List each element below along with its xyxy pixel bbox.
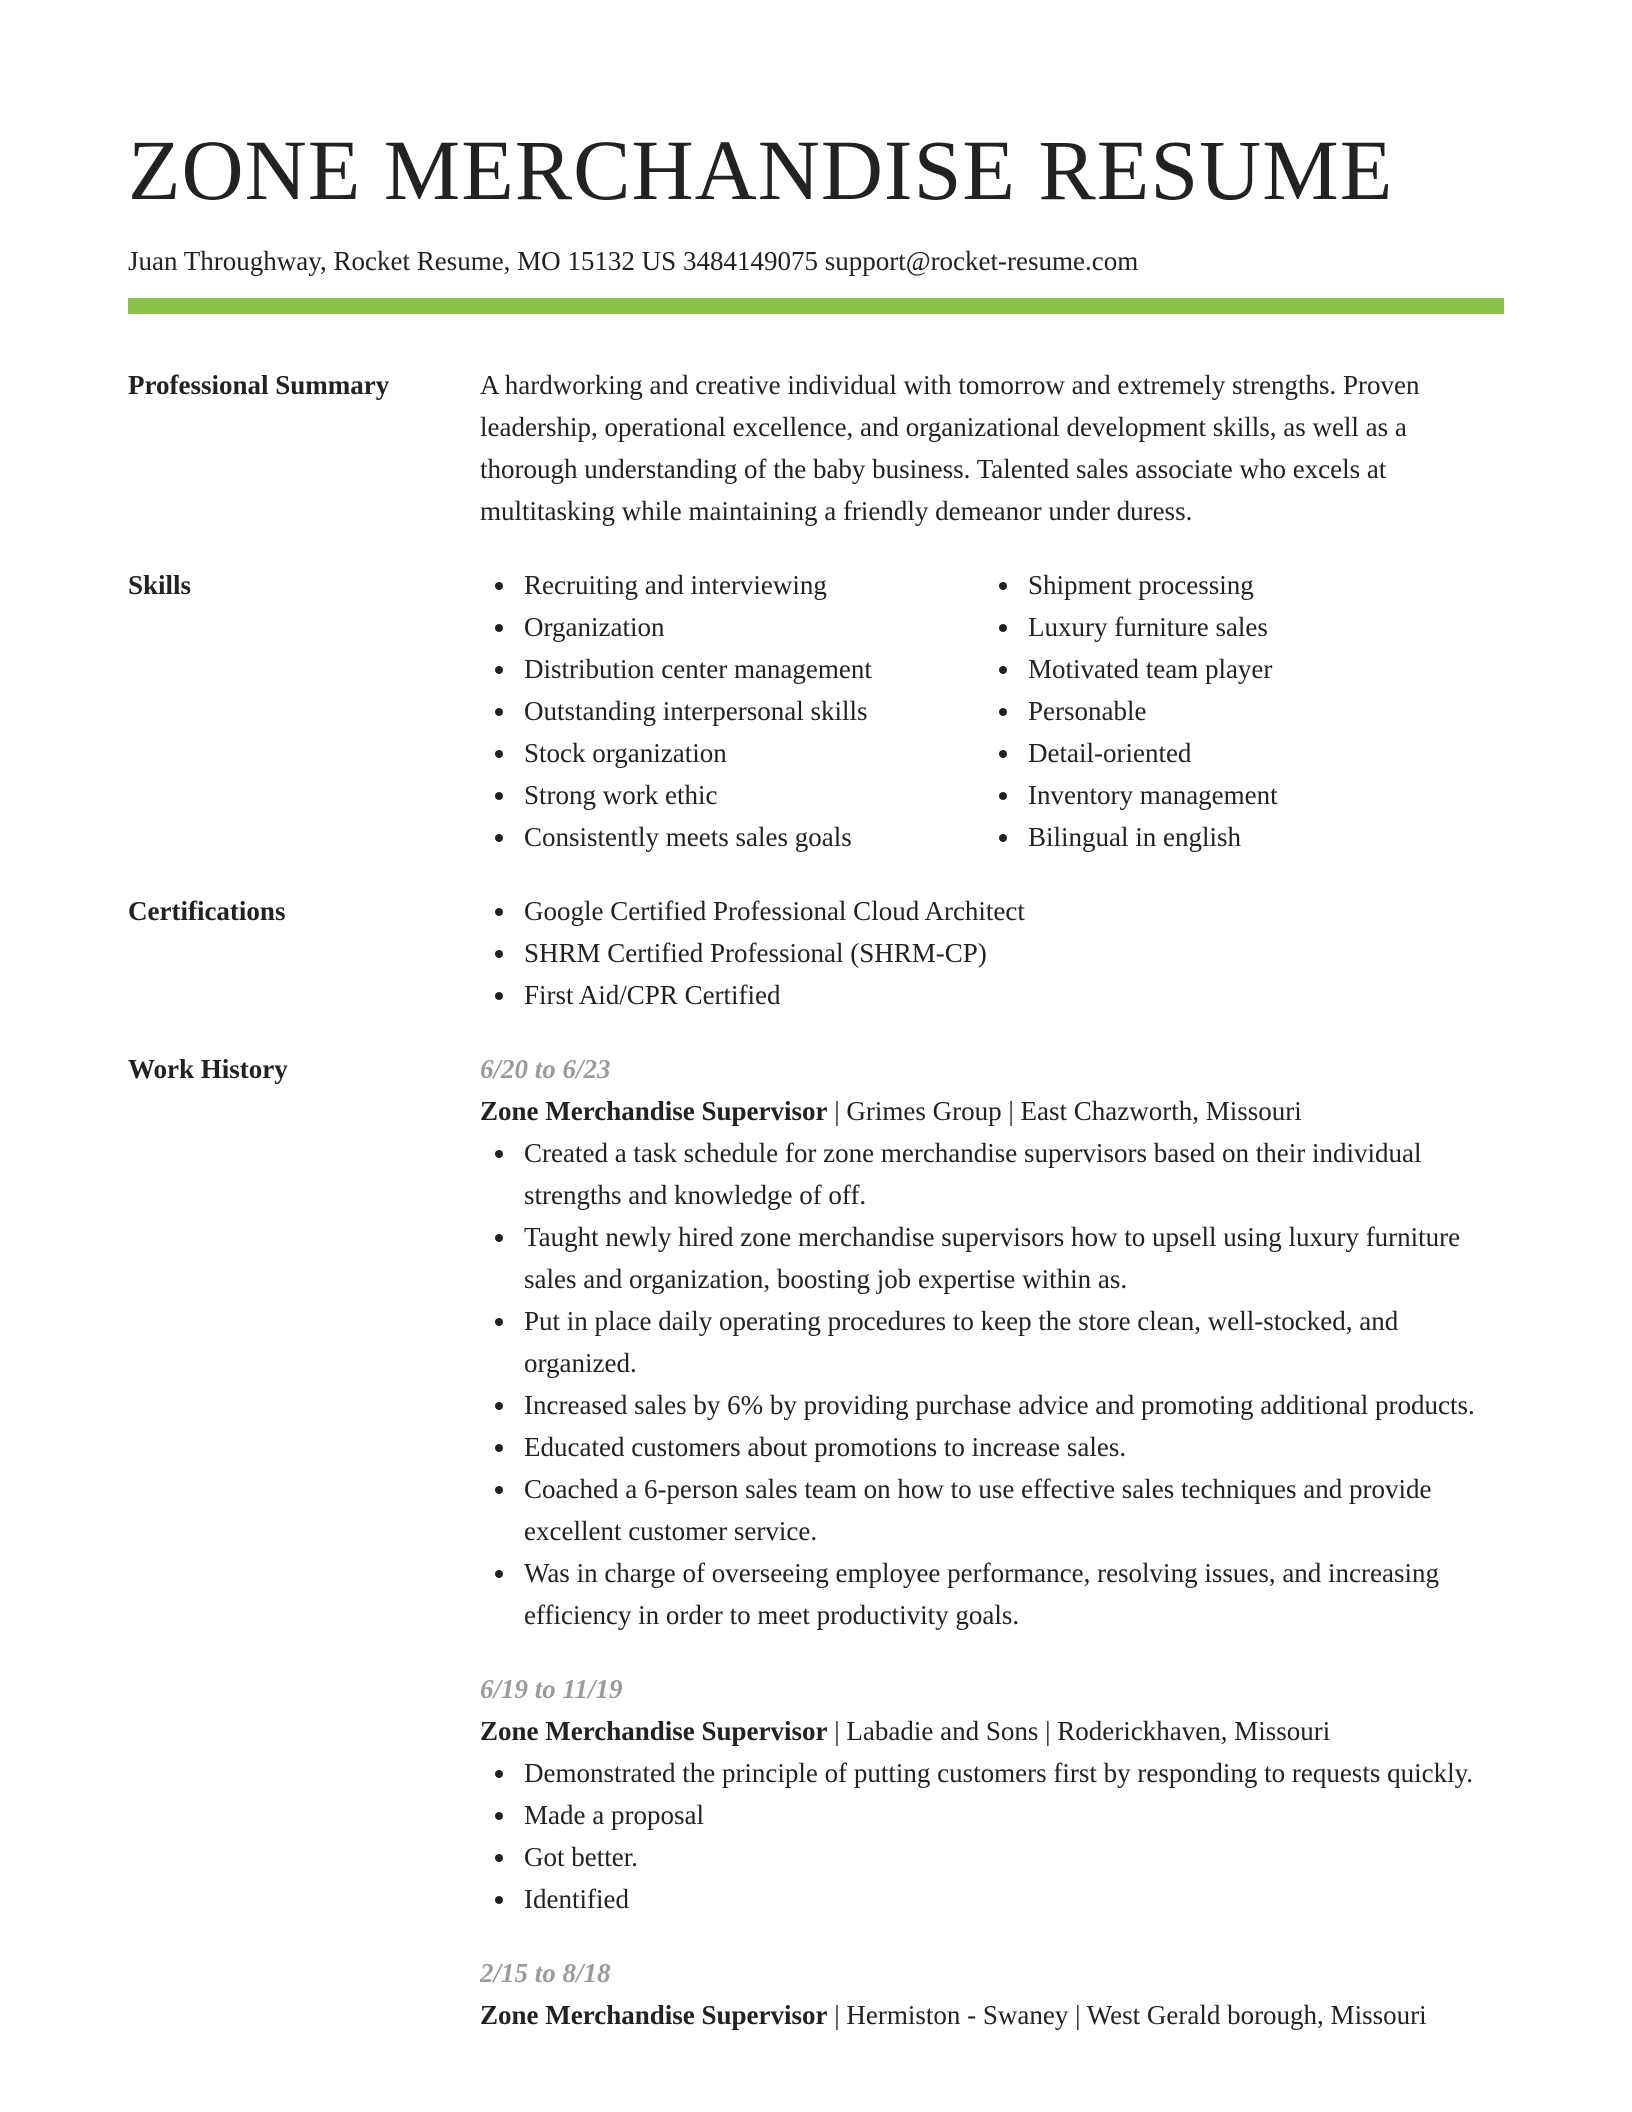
skill-item: Consistently meets sales goals — [480, 816, 984, 858]
certification-item: First Aid/CPR Certified — [480, 974, 1504, 1016]
section-label-certifications: Certifications — [128, 896, 286, 926]
skills-list-left — [480, 564, 984, 858]
resume-page — [128, 120, 1504, 2068]
skill-item: Stock organization — [480, 732, 984, 774]
job-bullet: Taught newly hired zone merchandise supervisors how to upsell using luxury furniture sales and organization, boosting job expertise within as. — [480, 1216, 1504, 1300]
summary-text: A hardworking and creative individual with tomorrow and extremely strengths. Proven leadership, operational excellence, and organizational development skills, as well as a thorough understanding of the baby business. Talented sales associate who excels at multitasking while maintaining a friendly demeanor under duress. — [480, 370, 1420, 526]
job-dates: 6/20 to 6/23 — [480, 1054, 611, 1084]
skill-item: Outstanding interpersonal skills — [480, 690, 984, 732]
section-label-summary: Professional Summary — [128, 370, 390, 400]
job-details: | Hermiston - Swaney | West Gerald borough, Missouri — [827, 2000, 1427, 2030]
certifications-list — [480, 890, 1504, 1016]
job-title: Zone Merchandise Supervisor — [480, 2000, 828, 2030]
resume-title: ZONE MERCHANDISE RESUME — [128, 122, 1394, 218]
job-entry — [480, 1668, 1504, 1920]
job-bullet: Identified — [480, 1878, 1504, 1920]
work-history-section — [128, 1048, 1504, 2068]
job-details: | Grimes Group | East Chazworth, Missouri — [827, 1096, 1302, 1126]
skills-list-right — [984, 564, 1488, 858]
section-label-work-history: Work History — [128, 1054, 288, 1084]
job-bullet: Demonstrated the principle of putting customers first by responding to requests quickly. — [480, 1752, 1504, 1794]
job-bullets — [480, 1752, 1504, 1920]
skill-item: Luxury furniture sales — [984, 606, 1488, 648]
skill-item: Recruiting and interviewing — [480, 564, 984, 606]
job-bullet: Coached a 6-person sales team on how to use effective sales techniques and provide excellent customer service. — [480, 1468, 1504, 1552]
job-dates: 6/19 to 11/19 — [480, 1674, 623, 1704]
job-title: Zone Merchandise Supervisor — [480, 1716, 828, 1746]
skill-item: Motivated team player — [984, 648, 1488, 690]
job-header — [480, 1994, 1504, 2036]
contact-line: Juan Throughway, Rocket Resume, MO 15132 US 3484149075 support@rocket-resume.com — [128, 246, 1139, 276]
job-entry — [480, 1048, 1504, 1636]
job-title: Zone Merchandise Supervisor — [480, 1096, 828, 1126]
job-dates: 2/15 to 8/18 — [480, 1958, 611, 1988]
skill-item: Bilingual in english — [984, 816, 1488, 858]
job-entry — [480, 1952, 1504, 2036]
certifications-section — [128, 890, 1504, 1016]
job-details: | Labadie and Sons | Roderickhaven, Missouri — [827, 1716, 1331, 1746]
skill-item: Organization — [480, 606, 984, 648]
job-header — [480, 1710, 1504, 1752]
job-bullet: Was in charge of overseeing employee performance, resolving issues, and increasing efficiency in order to meet productivity goals. — [480, 1552, 1504, 1636]
job-bullet: Made a proposal — [480, 1794, 1504, 1836]
job-bullet: Put in place daily operating procedures to keep the store clean, well-stocked, and organized. — [480, 1300, 1504, 1384]
certification-item: Google Certified Professional Cloud Architect — [480, 890, 1504, 932]
certification-item: SHRM Certified Professional (SHRM-CP) — [480, 932, 1504, 974]
skill-item: Shipment processing — [984, 564, 1488, 606]
job-header — [480, 1090, 1504, 1132]
summary-section — [128, 364, 1504, 532]
job-bullet: Increased sales by 6% by providing purchase advice and promoting additional products. — [480, 1384, 1504, 1426]
job-bullet: Got better. — [480, 1836, 1504, 1878]
skill-item: Personable — [984, 690, 1488, 732]
section-label-skills: Skills — [128, 570, 192, 600]
job-bullet: Educated customers about promotions to increase sales. — [480, 1426, 1504, 1468]
skill-item: Detail-oriented — [984, 732, 1488, 774]
job-bullets — [480, 1132, 1504, 1636]
job-bullet: Created a task schedule for zone merchandise supervisors based on their individual strengths and knowledge of off. — [480, 1132, 1504, 1216]
skill-item: Distribution center management — [480, 648, 984, 690]
skills-section — [128, 564, 1504, 858]
accent-divider — [128, 298, 1504, 314]
skill-item: Inventory management — [984, 774, 1488, 816]
skill-item: Strong work ethic — [480, 774, 984, 816]
